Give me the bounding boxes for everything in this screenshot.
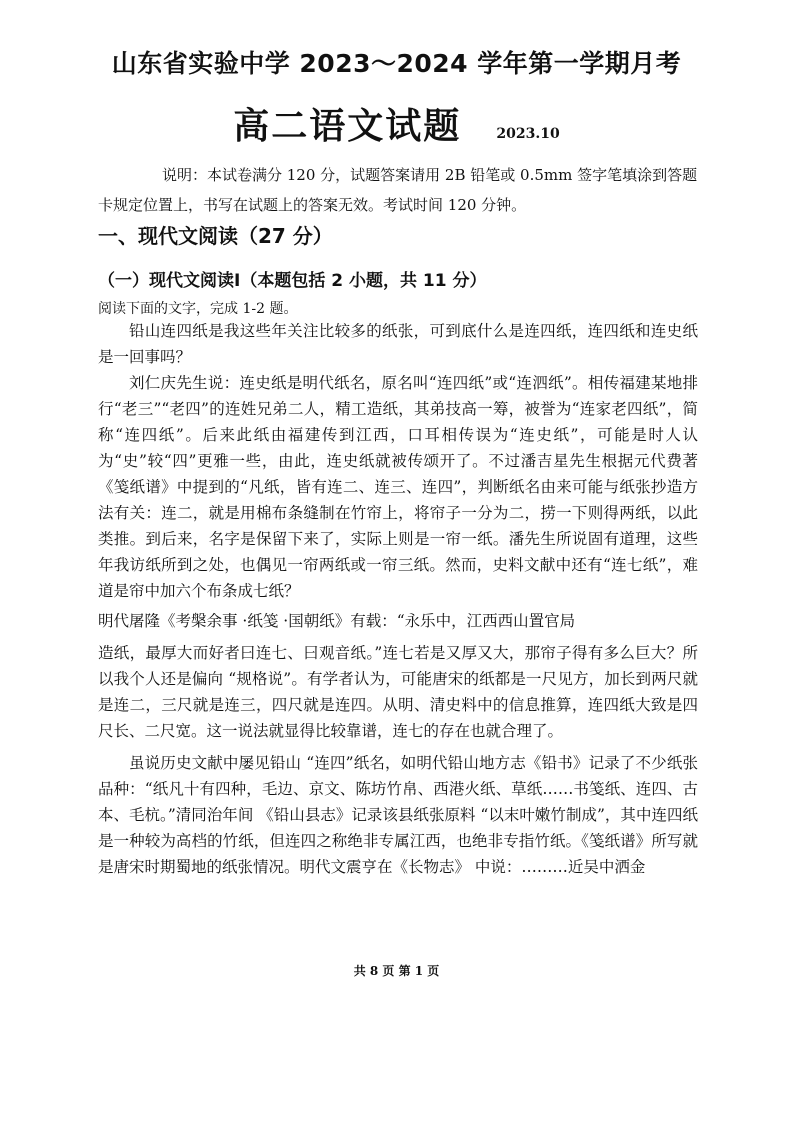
reading-instruction: 阅读下面的文字，完成 1-2 题。 — [98, 301, 298, 317]
section-heading: 一、现代文阅读（27 分） — [98, 224, 333, 248]
exam-title: 高二语文试题 — [233, 106, 462, 147]
exam-instructions — [98, 160, 698, 220]
passage-paragraph: 刘仁庆先生说：连史纸是明代纸名，原名叫“连四纸”或“连泗纸”。相传福建某地排行“老三”“老四”的连姓兄弟二人，精工造纸，其弟技高一筹，被誉为“连家老四纸”，简称“连四纸”。后来此纸由福建传到江西，口耳相传误为“连史纸”，可能是时人认为“史”较“四”更雅一些，由此，连史纸就被传颂开了。不过潘吉星先生根据元代费著《笺纸谱》中提到的“凡纸，皆有连二、连三、连四”，判断纸名由来可能与纸张抄造方法有关：连二，就是用棉布条缝制在竹帘上，将帘子一分为二，捞一下则得两纸，以此类推。到后来，名字是保留下来了，实际上则是一帘一纸。潘先生所说固有道理，这些年我访纸所到之处，也偶见一帘两纸或一帘三纸。然而，史料文献中还有“连七纸”，难道是帘中加六个布条成七纸？ — [98, 374, 698, 600]
passage-paragraph: 虽说历史文献中屡见铅山 “连四”纸名，如明代铅山地方志《铅书》记录了不少纸张品种：“纸凡十有四种，毛边、京文、陈坊竹帛、西港火纸、草纸……书笺纸、连四、古本、毛杭。”清同治年间 《铅山县志》记录该县纸张原料 “以末叶嫩竹制成”，其中连四纸是一种较为高档的竹纸，但连四之称绝非专属江西，也绝非专指竹纸。《笺纸谱》所写就是唐宋时期蜀地的纸张情况。明代文震亨在《长物志》 中说：………近吴中洒金 — [98, 754, 698, 876]
title-row — [0, 98, 793, 149]
subsection-heading: （一）现代文阅读Ⅰ（本题包括 2 小题，共 11 分） — [98, 271, 487, 291]
exam-date: 2023.10 — [496, 126, 560, 142]
passage-paragraph: 铅山连四纸是我这些年关注比较多的纸张，可到底什么是连四纸，连四纸和连史纸是一回事吗？ — [98, 322, 698, 366]
page-footer: 共 8 页 第 1 页 — [353, 964, 440, 978]
instructions-text: 说明：本试卷满分 120 分，试题答案请用 2B 铅笔或 0.5mm 签字笔填涂到答题卡规定位置上，书写在试题上的答案无效。考试时间 120 分钟。 — [98, 166, 698, 214]
passage-paragraph: 明代屠隆《考槃余事 ·纸笺 ·国朝纸》有载：“永乐中，江西西山置官局 — [98, 612, 576, 630]
school-title: 山东省实验中学 2023～2024 学年第一学期月考 — [111, 49, 682, 78]
reading-passage — [98, 318, 698, 880]
passage-paragraph: 造纸，最厚大而好者曰连七、曰观音纸。”连七若是又厚又大，那帘子得有多么巨大？所以我个人还是偏向 “规格说”。有学者认为，可能唐宋的纸都是一尺见方，加长到两尺就是连二，三尺就是连三，四尺就是连四。从明、清史料中的信息推算，连四纸大致是四尺长、二尺宽。这一说法就显得比较靠谱，连七的存在也就合理了。 — [98, 644, 698, 740]
